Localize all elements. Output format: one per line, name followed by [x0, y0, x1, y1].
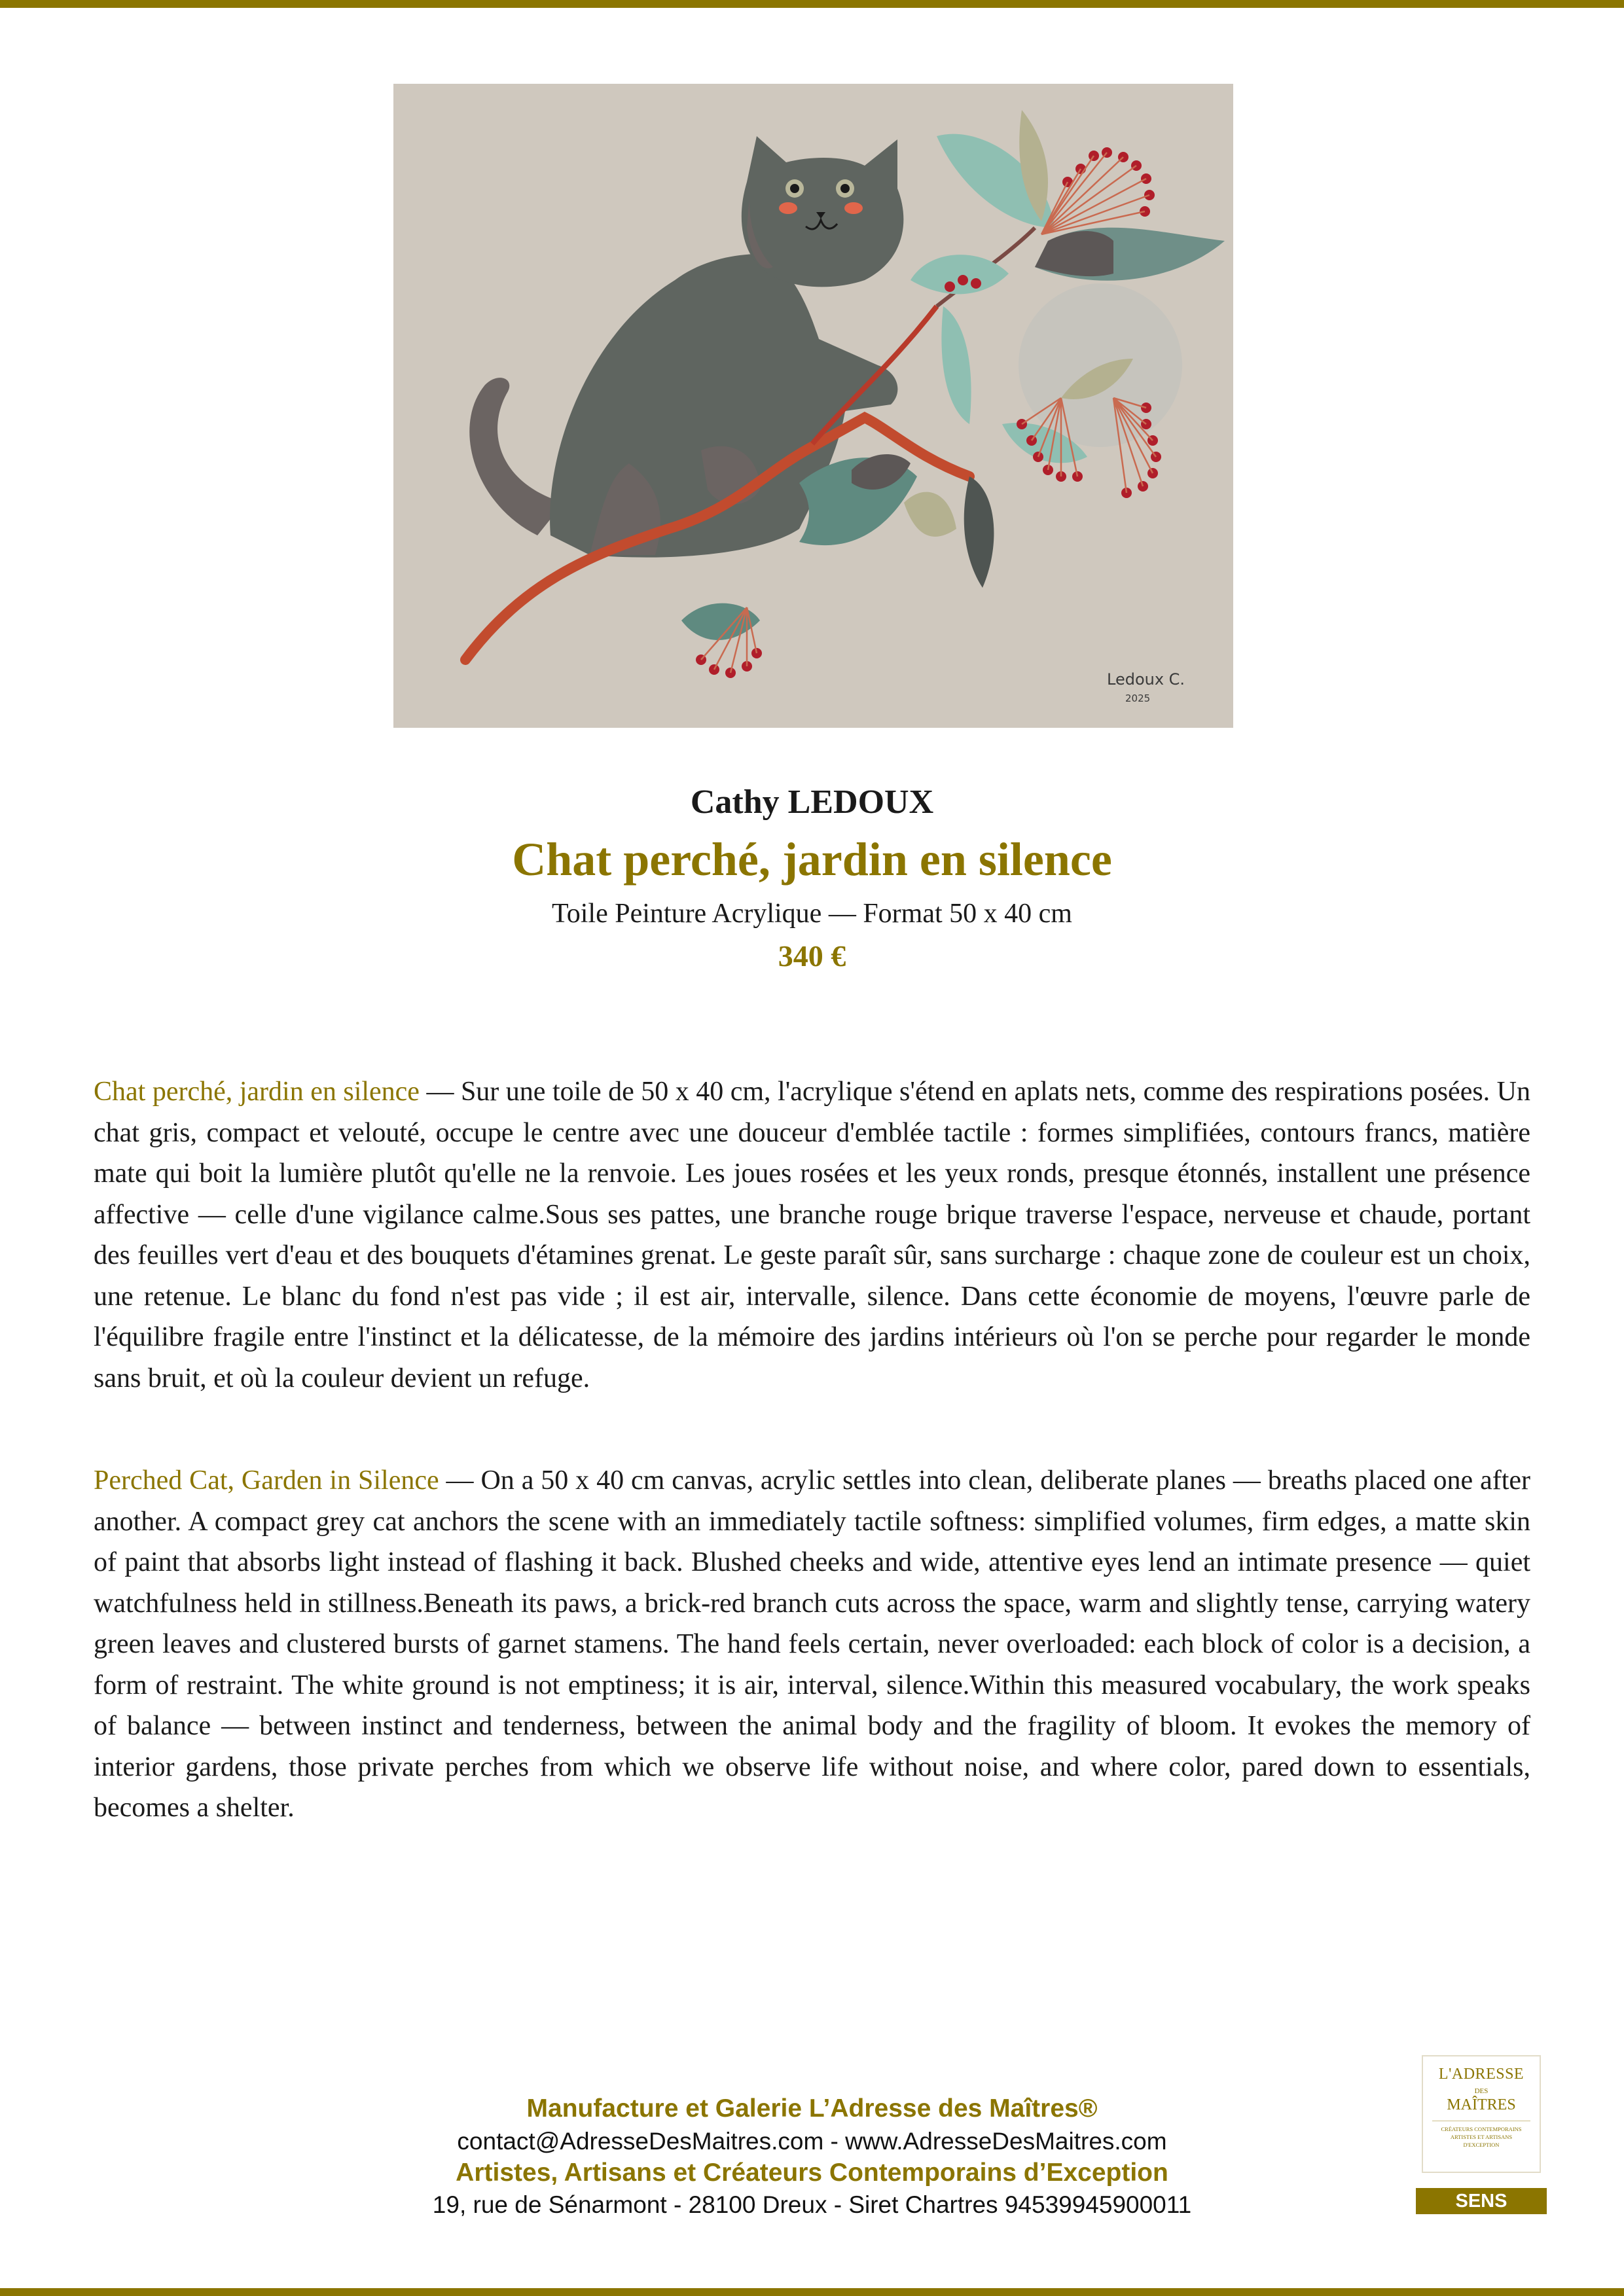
- description-french-body: — Sur une toile de 50 x 40 cm, l'acrylique s'étend en aplats nets, comme des respirations posées. Un chat gris, compact et velouté, occupe le centre avec une douceur d'emblée tactile : formes simplifiées, contours francs, matière mate qui boit la lumière plutôt qu'elle ne la renvoie. Les joues rosées et les yeux ronds, presque étonnés, installent une présence affective — celle d'une vigilance calme.Sous ses pattes, une branche rouge brique traverse l'espace, nerveuse et chaude, portant des feuilles vert d'eau et des bouquets d'étamines grenat. Le geste paraît sûr, sans surcharge : chaque zone de couleur est un choix, une retenue. Le blanc du fond n'est pas vide ; il est air, intervalle, silence. Dans cette économie de moyens, l'œuvre parle de l'équilibre fragile entre l'instinct et la délicatesse, de la mémoire des jardins intérieurs où l'on se perche pour regarder le monde sans bruit, et où la couleur devient un refuge.: [94, 1077, 1531, 1393]
- footer-contact: contact@AdresseDesMaitres.com - www.AdresseDesMaitres.com: [457, 2128, 1167, 2155]
- artist-name: Cathy LEDOUX: [690, 783, 934, 821]
- bottom-border-bar: [0, 2288, 1624, 2296]
- logo-line-1: L'ADRESSE: [1438, 2066, 1525, 2083]
- footer-tagline: Artistes, Artisans et Créateurs Contemporains d’Exception: [456, 2159, 1168, 2187]
- description-english-body: — On a 50 x 40 cm canvas, acrylic settles into clean, deliberate planes — breaths placed one after another. A compact grey cat anchors the scene with an immediately tactile softness: simplified volumes, firm edges, a matte skin of paint that absorbs light instead of flashing it back. Blushed cheeks and wide, attentive eyes lend an intimate presence — quiet watchfulness held in stillness.Beneath its paws, a brick-red branch cuts across the space, warm and slightly tense, carrying watery green leaves and clustered bursts of garnet stamens. The hand feels certain, never overloaded: each block of color is a decision, a form of restraint. The white ground is not emptiness; it is air, interval, silence.Within this measured vocabulary, the work speaks of balance — between instinct and tenderness, between the animal body and the fragility of bloom. It evokes the memory of interior gardens, those private perches from which we observe life without noise, and where color, pared down to essentials, becomes a shelter.: [94, 1465, 1531, 1823]
- artwork-medium-format: Toile Peinture Acrylique — Format 50 x 40 cm: [552, 899, 1072, 929]
- painting-signature: Ledoux C.: [1107, 670, 1185, 689]
- painting-illustration: [393, 84, 1233, 728]
- logo-sub-3: D'EXCEPTION: [1463, 2142, 1500, 2148]
- logo-line-2: DES: [1474, 2087, 1489, 2095]
- sens-badge: SENS: [1416, 2188, 1547, 2214]
- painting-signature-year: 2025: [1125, 692, 1151, 704]
- logo-sub-1: CRÉATEURS CONTEMPORAINS: [1441, 2126, 1522, 2132]
- logo-line-3: MAÎTRES: [1447, 2096, 1516, 2113]
- gallery-logo: [1422, 2055, 1541, 2173]
- description-english: [94, 1460, 1530, 1829]
- logo-sub-2: ARTISTES ET ARTISANS: [1450, 2134, 1513, 2140]
- top-border-bar: [0, 0, 1624, 8]
- artwork-image: [393, 84, 1233, 728]
- description-english-lead: Perched Cat, Garden in Silence: [94, 1465, 439, 1496]
- footer-company: Manufacture et Galerie L’Adresse des Maîtres®: [526, 2094, 1098, 2123]
- footer-address: 19, rue de Sénarmont - 28100 Dreux - Siret Chartres 94539945900011: [432, 2191, 1192, 2218]
- description-french: [94, 1071, 1530, 1399]
- description-french-lead: Chat perché, jardin en silence: [94, 1077, 420, 1107]
- artwork-title: Chat perché, jardin en silence: [512, 833, 1112, 886]
- artwork-price: 340 €: [778, 939, 846, 973]
